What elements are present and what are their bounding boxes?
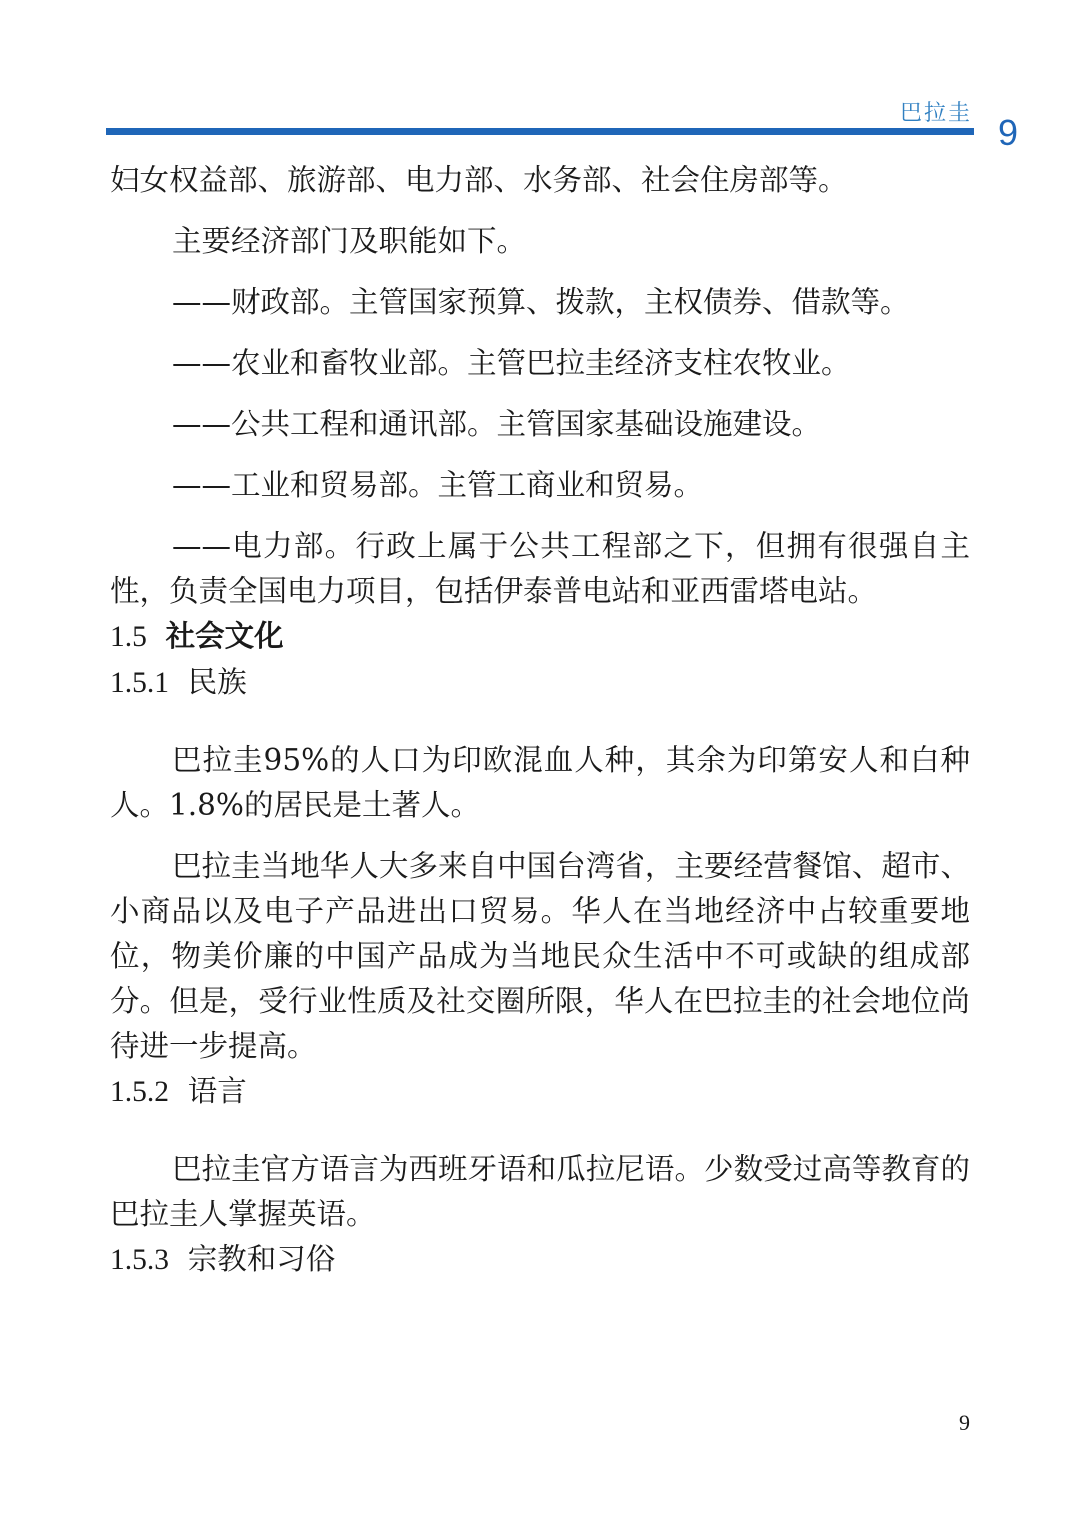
paragraph-economic-departments-intro: 主要经济部门及职能如下。 [172,224,527,258]
chapter-number: 9 [998,112,1019,153]
paragraph-industry-trade-ministry: ——工业和贸易部。主管工商业和贸易。 [172,468,704,502]
header-rule [106,128,974,135]
paragraph-electricity-ministry: ——电力部。行政上属于公共工程部之下，但拥有很强自主性，负责全国电力项目，包括伊泰普电站和亚西雷塔电站。 [110,529,970,608]
subsection-title: 宗教和习俗 [187,1242,336,1276]
paragraph-finance-ministry: ——财政部。主管国家预算、拨款，主权债券、借款等。 [172,285,910,319]
subsection-title: 语言 [187,1074,247,1108]
paragraph-public-works-ministry: ——公共工程和通讯部。主管国家基础设施建设。 [172,407,822,441]
subsection-number: 1.5.3 [110,1244,169,1276]
subsection-title: 民族 [187,665,247,699]
subsection-heading-language [110,1069,970,1115]
paragraph-agriculture-ministry: ——农业和畜牧业部。主管巴拉圭经济支柱农牧业。 [172,346,851,380]
page-body [110,158,970,1283]
section-number: 1.5 [110,621,147,653]
subsection-number: 1.5.1 [110,667,169,699]
paragraph-chinese-community: 巴拉圭当地华人大多来自中国台湾省，主要经营餐馆、超市、小商品以及电子产品进出口贸易。华人在当地经济中占较重要地位，物美价廉的中国产品成为当地民众生活中不可或缺的组成部分。但是，受行业性质及社交圈所限，华人在巴拉圭的社会地位尚待进一步提高。 [110,849,970,1063]
paragraph-population-ethnicity: 巴拉圭95%的人口为印欧混血人种，其余为印第安人和白种人。1.8%的居民是土著人。 [110,743,970,822]
subsection-heading-ethnicity [110,660,970,706]
section-heading-society-culture [110,614,970,660]
section-title: 社会文化 [165,619,284,653]
running-head-title: 巴拉圭 [899,101,972,126]
subsection-heading-religion-customs [110,1237,970,1283]
paragraph-ministries-list-end: 妇女权益部、旅游部、电力部、水务部、社会住房部等。 [110,163,848,197]
page-number: 9 [959,1410,970,1435]
paragraph-official-languages: 巴拉圭官方语言为西班牙语和瓜拉尼语。少数受过高等教育的巴拉圭人掌握英语。 [110,1152,970,1231]
subsection-number: 1.5.2 [110,1076,169,1108]
